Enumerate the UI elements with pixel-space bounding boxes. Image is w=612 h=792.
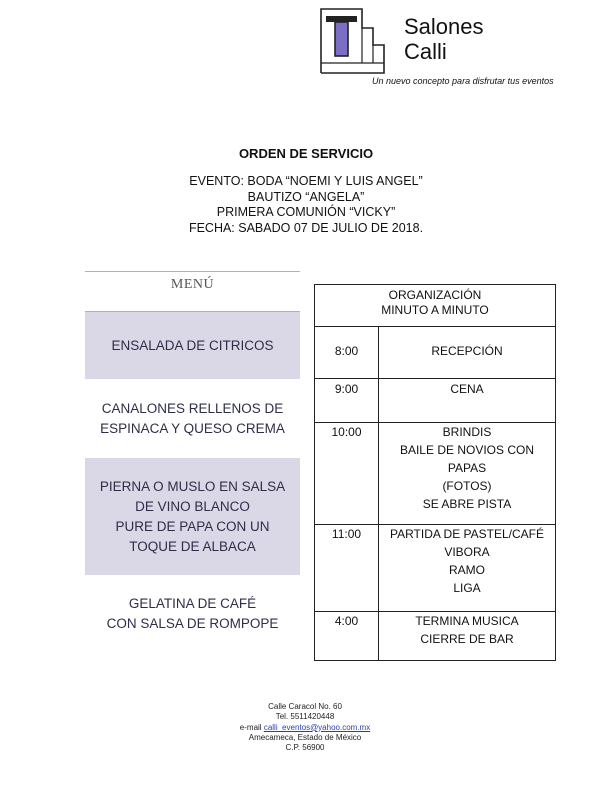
event-line: PRIMERA COMUNIÓN “VICKY” <box>216 205 396 219</box>
event-line: BAUTIZO “ANGELA” <box>247 189 365 204</box>
footer-email-line <box>200 723 410 733</box>
menu-item-text: ENSALADA DE CITRICOS <box>111 337 274 353</box>
menu-item-text: CANALONES RELLENOS DE ESPINACA Y QUESO CREMA <box>100 400 285 436</box>
schedule-time: 10:00 <box>315 423 379 524</box>
menu-item-salad <box>85 312 300 379</box>
schedule-time: 8:00 <box>315 327 379 379</box>
schedule-activity: CENA <box>450 382 484 396</box>
schedule-row <box>315 422 555 524</box>
schedule-time: 11:00 <box>315 525 379 611</box>
menu-item-cannelloni <box>85 379 300 458</box>
menu-header: MENÚ <box>85 271 300 312</box>
menu-item-text: PIERNA O MUSLO EN SALSA DE VINO BLANCO PURE DE PAPA CON UN TOQUE DE ALBACA <box>99 478 286 554</box>
salones-calli-logo <box>320 8 386 74</box>
schedule-activity: BRINDIS BAILE DE NOVIOS CON PAPAS (FOTOS) SE ABRE PISTA <box>399 425 535 511</box>
footer-city: Amecameca, Estado de México <box>248 732 362 742</box>
event-date: FECHA: SABADO 07 DE JULIO DE 2018. <box>188 220 424 235</box>
schedule-activity: RECEPCIÓN <box>431 344 503 358</box>
schedule-time: 9:00 <box>315 379 379 422</box>
footer-email-link[interactable]: calli_eventos@yahoo.com.mx <box>263 722 371 732</box>
schedule-time: 4:00 <box>315 612 379 660</box>
schedule-table <box>314 284 556 661</box>
schedule-activity: PARTIDA DE PASTEL/CAFÉ VIBORA RAMO LIGA <box>389 527 545 595</box>
brand-line-1: Salones <box>404 14 484 39</box>
brand-name <box>404 14 484 64</box>
menu-item-text: GELATINA DE CAFÉ CON SALSA DE ROMPOPE <box>106 596 279 631</box>
menu-item-dessert <box>85 575 300 653</box>
brand-line-2: Calli <box>404 39 447 64</box>
event-details <box>110 174 502 236</box>
tagline: Un nuevo concepto para disfrutar tus eventos <box>372 76 554 86</box>
footer-contact <box>200 702 410 753</box>
footer-address: Calle Caracol No. 60 <box>268 702 342 711</box>
footer-email-label: e-mail <box>239 722 262 732</box>
event-line: EVENTO: BODA “NOEMI Y LUIS ANGEL” <box>189 174 423 188</box>
schedule-row <box>315 378 555 422</box>
page-title: ORDEN DE SERVICIO <box>238 146 374 161</box>
schedule-header: ORGANIZACIÓN MINUTO A MINUTO <box>315 285 555 327</box>
footer-phone: Tel. 5511420448 <box>275 712 335 722</box>
schedule-row <box>315 611 555 660</box>
schedule-row <box>315 327 555 379</box>
menu-item-main-course <box>85 458 300 575</box>
schedule-row <box>315 524 555 611</box>
schedule-activity: TERMINA MUSICA CIERRE DE BAR <box>415 614 519 646</box>
footer-postal: C.P. 56900 <box>285 743 325 753</box>
